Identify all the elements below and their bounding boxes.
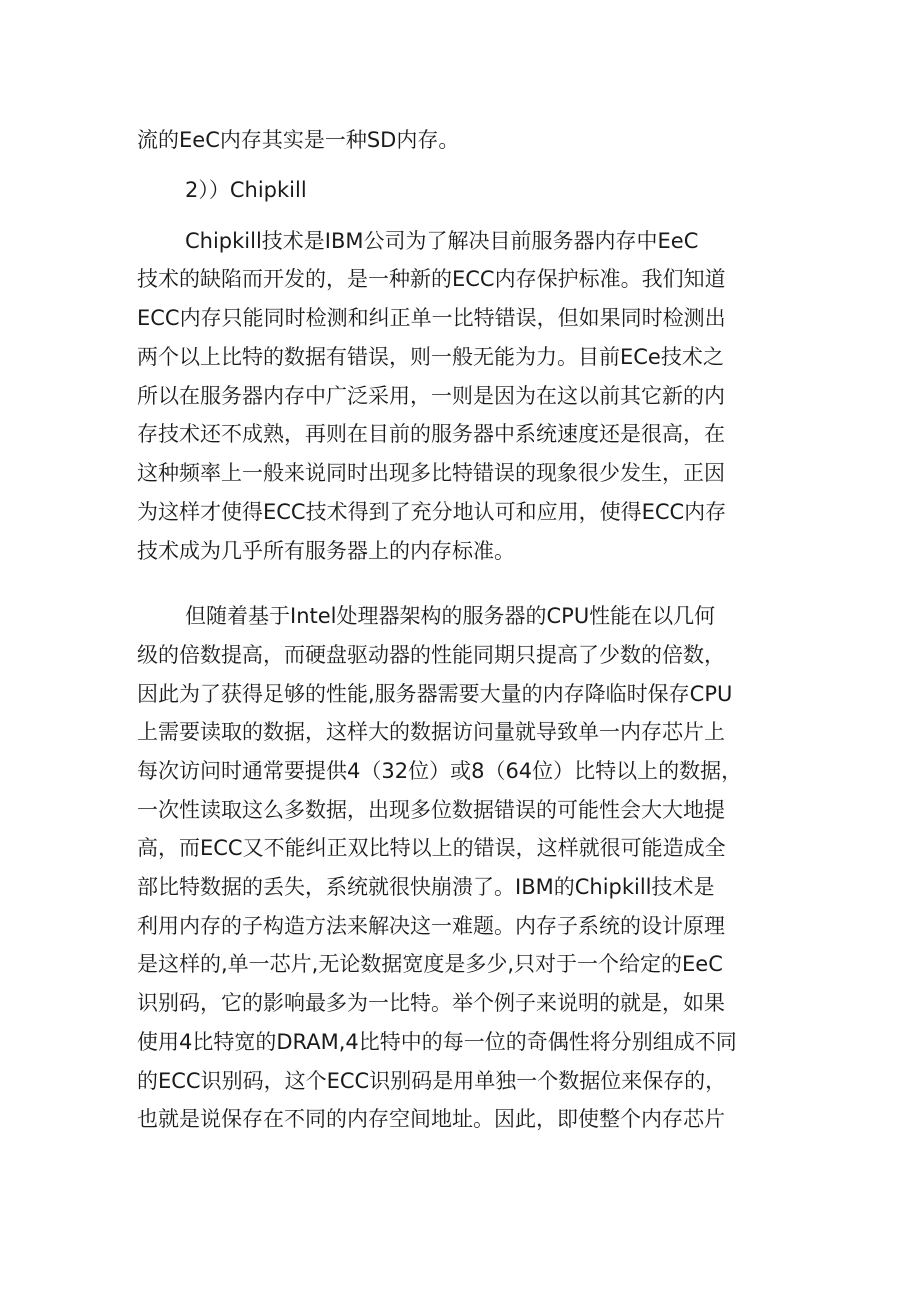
text-line: 级的倍数提高，而硬盘驱动器的性能同期只提高了少数的倍数， [137,643,725,667]
text-line: 流的EeC内存其实是一种SD内存。 [137,128,460,152]
text-line: 也就是说保存在不同的内存空间地址。因此，即使整个内存芯片 [137,1107,725,1131]
text-line: 一次性读取这么多数据，出现多位数据错误的可能性会大大地提 [137,798,725,822]
text-line: 但随着基于Intel处理器架构的服务器的CPU性能在以几何 [185,604,716,628]
text-line: Chipkill技术是IBM公司为了解决目前服务器内存中EeC [185,229,699,253]
text-line: 技术成为几乎所有服务器上的内存标准。 [137,539,515,563]
text-line: 部比特数据的丢失，系统就很快崩溃了。IBM的Chipkill技术是 [137,875,715,899]
section-heading: 2））Chipkill [185,178,307,202]
text-line: 的ECC识别码，这个ECC识别码是用单独一个数据位来保存的， [137,1069,727,1093]
text-line: 是这样的,单一芯片,无论数据宽度是多少,只对于一个给定的EeC [137,952,723,976]
text-line: 识别码，它的影响最多为一比特。举个例子来说明的就是，如果 [137,991,725,1015]
text-line: 高，而ECC又不能纠正双比特以上的错误，这样就很可能造成全 [137,836,726,860]
text-line: 所以在服务器内存中广泛采用，一则是因为在这以前其它新的内 [137,384,725,408]
text-line: 每次访问时通常要提供4（32位）或8（64位）比特以上的数据， [137,759,743,783]
text-line: 这种频率上一般来说同时出现多比特错误的现象很少发生，正因 [137,461,725,485]
text-line: ECC内存只能同时检测和纠正单一比特错误，但如果同时检测出 [137,306,726,330]
text-line: 为这样才使得ECC技术得到了充分地认可和应用，使得ECC内存 [137,500,727,524]
text-line: 两个以上比特的数据有错误，则一般无能为力。目前ECe技术之 [137,345,724,369]
text-line: 使用4比特宽的DRAM,4比特中的每一位的奇偶性将分别组成不同 [137,1030,737,1054]
text-line: 上需要读取的数据，这样大的数据访问量就导致单一内存芯片上 [137,720,725,744]
text-line: 存技术还不成熟，再则在目前的服务器中系统速度还是很高，在 [137,422,725,446]
text-line: 利用内存的子构造方法来解决这一难题。内存子系统的设计原理 [137,914,725,938]
text-line: 因此为了获得足够的性能,服务器需要大量的内存降临时保存CPU [137,682,733,706]
text-line: 技术的缺陷而开发的，是一种新的ECC内存保护标准。我们知道 [137,267,726,291]
